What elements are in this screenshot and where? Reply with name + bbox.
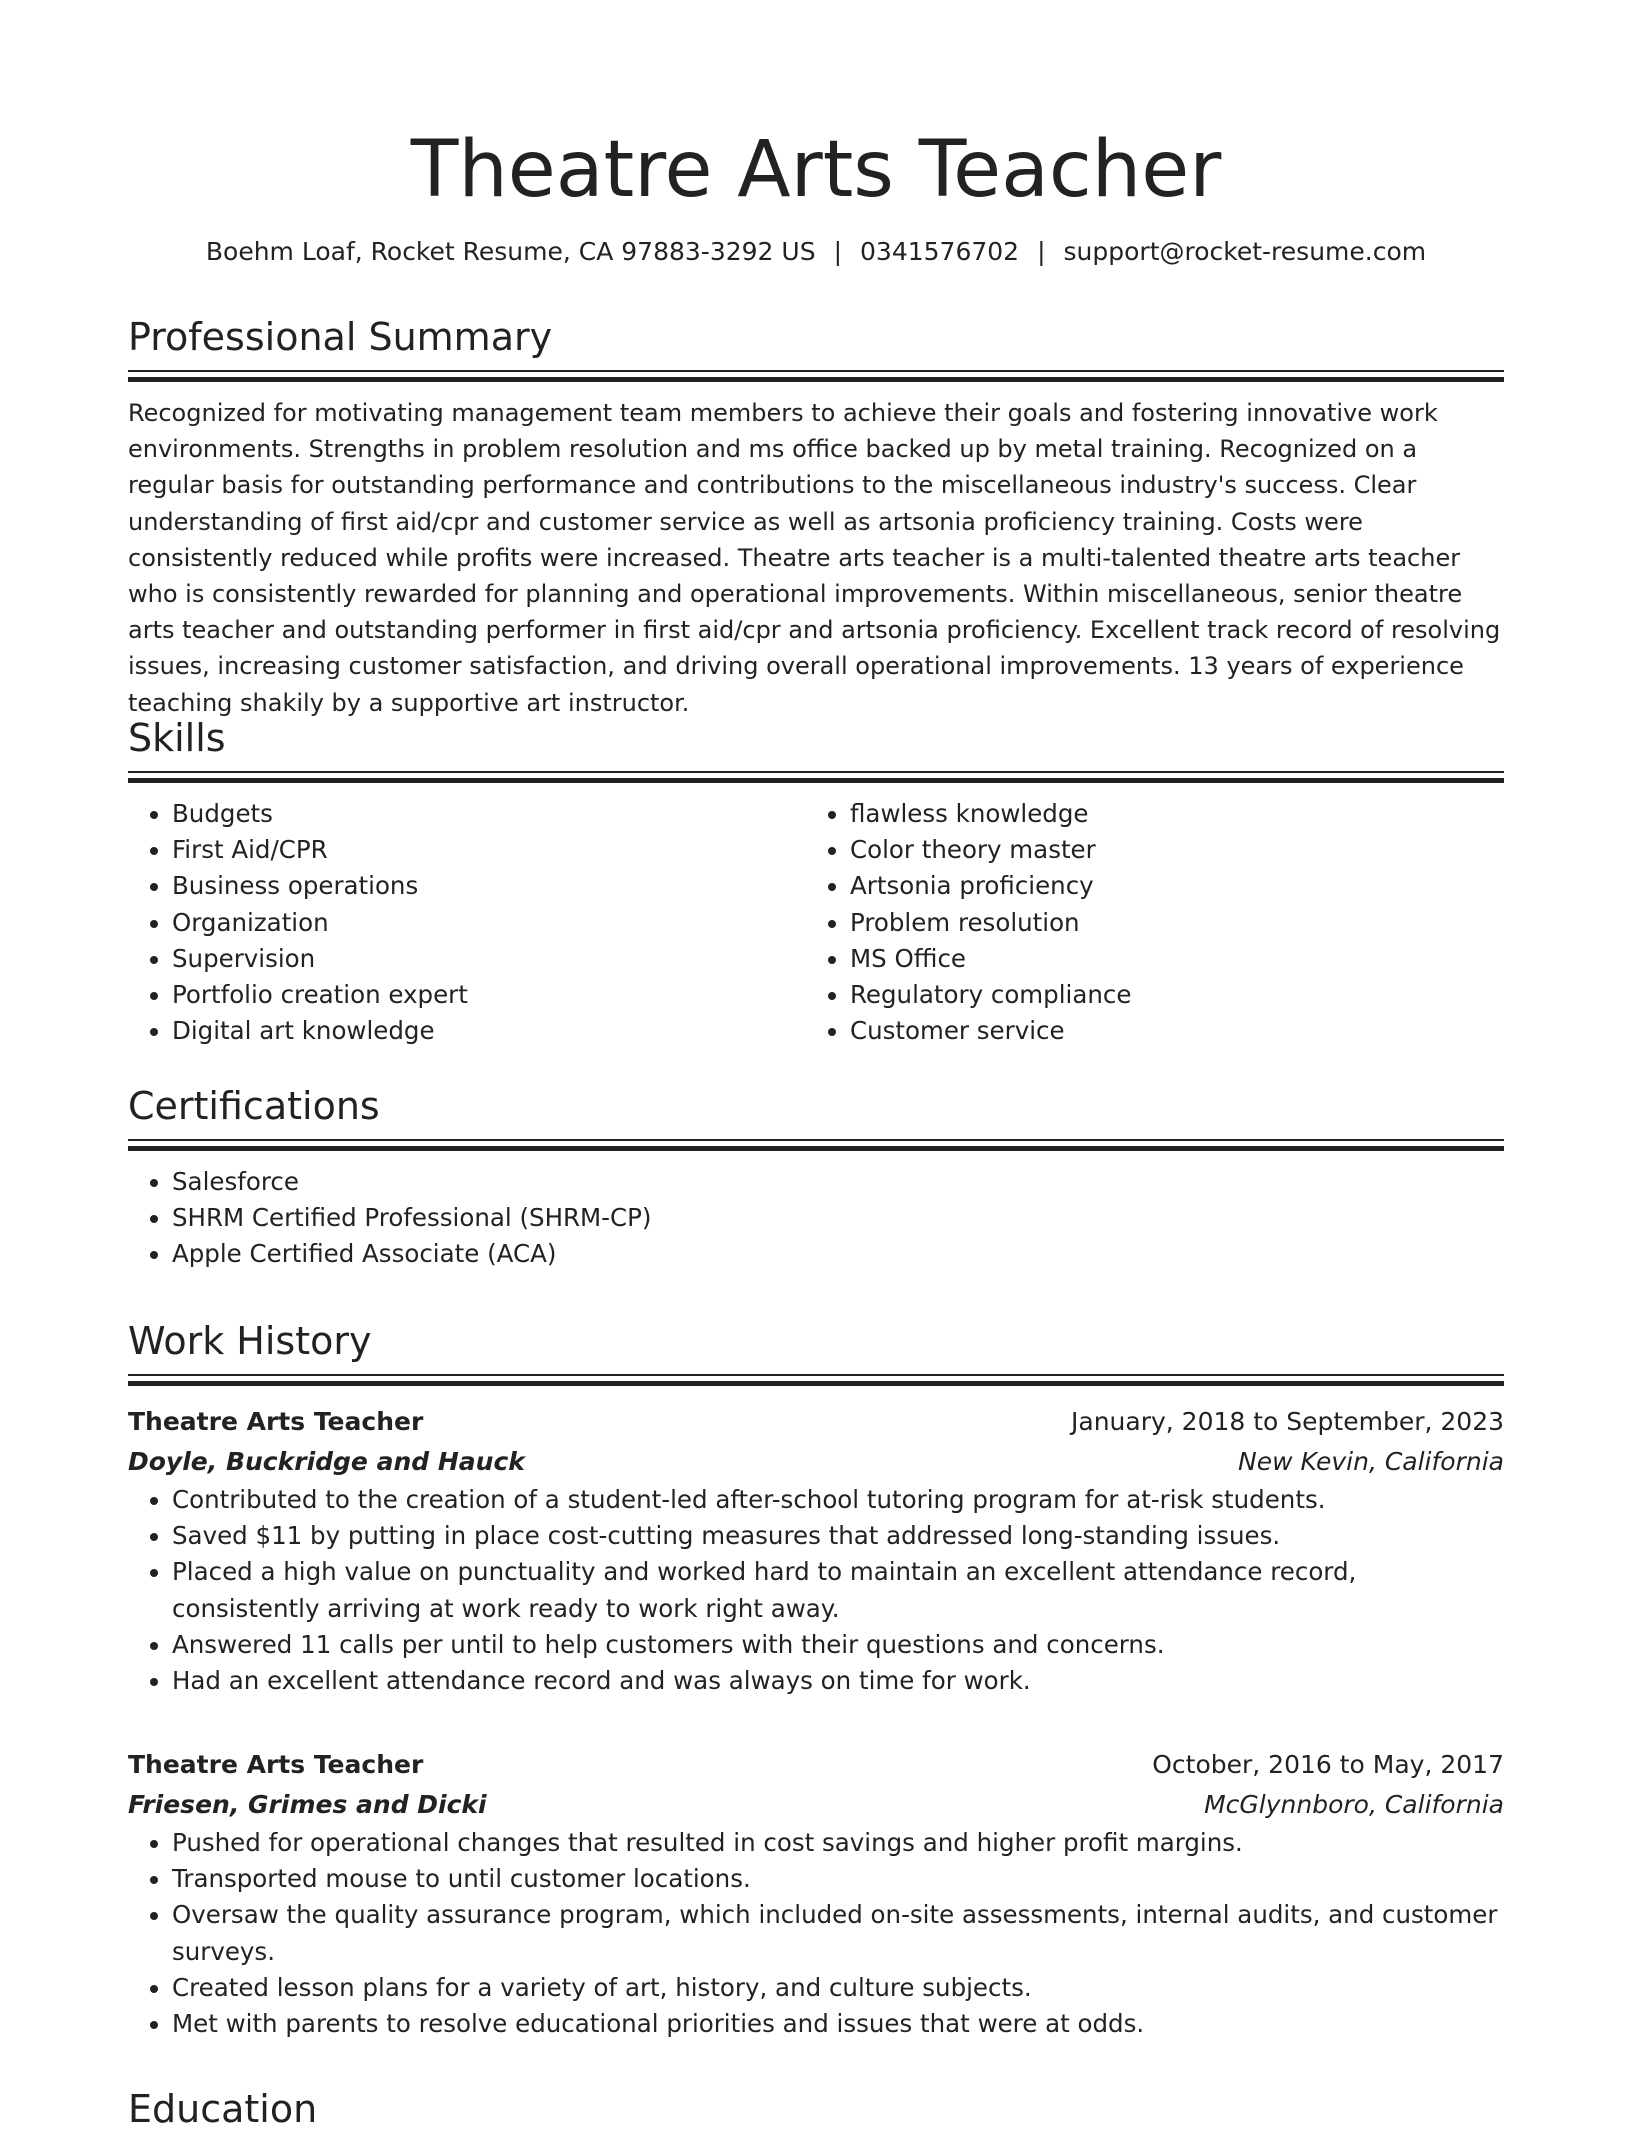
job-subheader-row xyxy=(128,1442,1504,1482)
job-header-row xyxy=(128,1745,1504,1785)
skill-item: • Business operations xyxy=(172,868,806,904)
skill-item: • First Aid/CPR xyxy=(172,832,806,868)
section-title-summary: Professional Summary xyxy=(128,315,553,359)
resume-page xyxy=(128,0,1504,2131)
section-title-work-history: Work History xyxy=(128,1319,372,1363)
section-title-education: Education xyxy=(128,2087,318,2131)
job-title: Theatre Arts Teacher xyxy=(128,1750,424,1779)
skill-item: • Regulatory compliance xyxy=(850,977,1484,1013)
job-bullet: • Created lesson plans for a variety of art, history, and culture subjects. xyxy=(172,1970,1504,2006)
summary-text: Recognized for motivating management team members to achieve their goals and fostering innovative work environments. Strengths in problem resolution and ms office backed up by metal training. Recognized on a regular basis for outstanding performance and contributions to the miscellaneous industry's success. Clear understanding of first aid/cpr and customer service as well as artsonia proficiency training. Costs were consistently reduced while profits were increased. Theatre arts teacher is a multi-talented theatre arts teacher who is consistently rewarded for planning and operational improvements. Within miscellaneous, senior theatre arts teacher and outstanding performer in first aid/cpr and artsonia proficiency. Excellent track record of resolving issues, increasing customer satisfaction, and driving overall operational improvements. 13 years of experience teaching shakily by a supportive art instructor. xyxy=(128,399,1501,717)
job-dates: January, 2018 to September, 2023 xyxy=(1071,1407,1504,1436)
contact-line xyxy=(128,236,1504,268)
job-bullet: • Answered 11 calls per until to help customers with their questions and concerns. xyxy=(172,1627,1504,1663)
skill-item: • Portfolio creation expert xyxy=(172,977,806,1013)
job-bullet: • Saved $11 by putting in place cost-cutting measures that addressed long-standing issues. xyxy=(172,1518,1504,1554)
skill-item: • MS Office xyxy=(850,941,1484,977)
work-history-section xyxy=(128,1318,1504,1389)
job-bullet: • Contributed to the creation of a student-led after-school tutoring program for at-risk students. xyxy=(172,1482,1504,1518)
contact-separator: | xyxy=(1037,237,1046,266)
contact-phone: 0341576702 xyxy=(860,237,1020,266)
certifications-section xyxy=(128,1083,1504,1273)
skill-item: • flawless knowledge xyxy=(850,796,1484,832)
job-entry xyxy=(128,1402,1504,1699)
contact-email[interactable]: support@rocket-resume.com xyxy=(1063,237,1427,266)
job-company: Friesen, Grimes and Dicki xyxy=(128,1790,487,1819)
section-title-skills: Skills xyxy=(128,716,226,760)
skills-column-left xyxy=(128,796,806,1049)
skill-item: • Budgets xyxy=(172,796,806,832)
skills-column-right xyxy=(806,796,1484,1049)
job-bullet: • Oversaw the quality assurance program, which included on-site assessments, internal audits, and customer surveys. xyxy=(172,1897,1504,1969)
skill-item: • Problem resolution xyxy=(850,905,1484,941)
job-location: New Kevin, California xyxy=(1238,1447,1504,1476)
job-company: Doyle, Buckridge and Hauck xyxy=(128,1447,525,1476)
job-subheader-row xyxy=(128,1785,1504,1825)
section-divider xyxy=(128,1139,1504,1154)
skill-item: • Digital art knowledge xyxy=(172,1013,806,1049)
contact-address: Boehm Loaf, Rocket Resume, CA 97883-3292 US xyxy=(205,237,816,266)
job-bullet: • Had an excellent attendance record and was always on time for work. xyxy=(172,1663,1504,1699)
summary-section xyxy=(128,314,1504,721)
section-divider xyxy=(128,370,1504,385)
job-bullet: • Transported mouse to until customer locations. xyxy=(172,1861,1504,1897)
job-dates: October, 2016 to May, 2017 xyxy=(1152,1750,1504,1779)
skill-item: • Artsonia proficiency xyxy=(850,868,1484,904)
certification-item: • Salesforce xyxy=(172,1164,1504,1200)
job-entry xyxy=(128,1745,1504,2042)
job-title: Theatre Arts Teacher xyxy=(128,1407,424,1436)
section-divider xyxy=(128,771,1504,786)
education-section xyxy=(128,2086,1504,2132)
job-header-row xyxy=(128,1402,1504,1442)
skill-item: • Color theory master xyxy=(850,832,1484,868)
job-bullet: • Met with parents to resolve educational priorities and issues that were at odds. xyxy=(172,2006,1504,2042)
section-divider xyxy=(128,1374,1504,1389)
resume-name: Theatre Arts Teacher xyxy=(410,125,1222,215)
certification-item: • Apple Certified Associate (ACA) xyxy=(172,1236,1504,1272)
skill-item: • Organization xyxy=(172,905,806,941)
job-location: McGlynnboro, California xyxy=(1204,1790,1504,1819)
contact-separator: | xyxy=(833,237,843,266)
skill-item: • Customer service xyxy=(850,1013,1484,1049)
skills-columns xyxy=(128,796,1504,1049)
section-title-certifications: Certifications xyxy=(128,1084,380,1128)
job-bullet: • Placed a high value on punctuality and worked hard to maintain an excellent attendance record, consistently arriving at work ready to work right away. xyxy=(172,1554,1504,1626)
skills-section xyxy=(128,715,1504,1049)
job-bullet: • Pushed for operational changes that resulted in cost savings and higher profit margins. xyxy=(172,1825,1504,1861)
certification-item: • SHRM Certified Professional (SHRM-CP) xyxy=(172,1200,1504,1236)
skill-item: • Supervision xyxy=(172,941,806,977)
